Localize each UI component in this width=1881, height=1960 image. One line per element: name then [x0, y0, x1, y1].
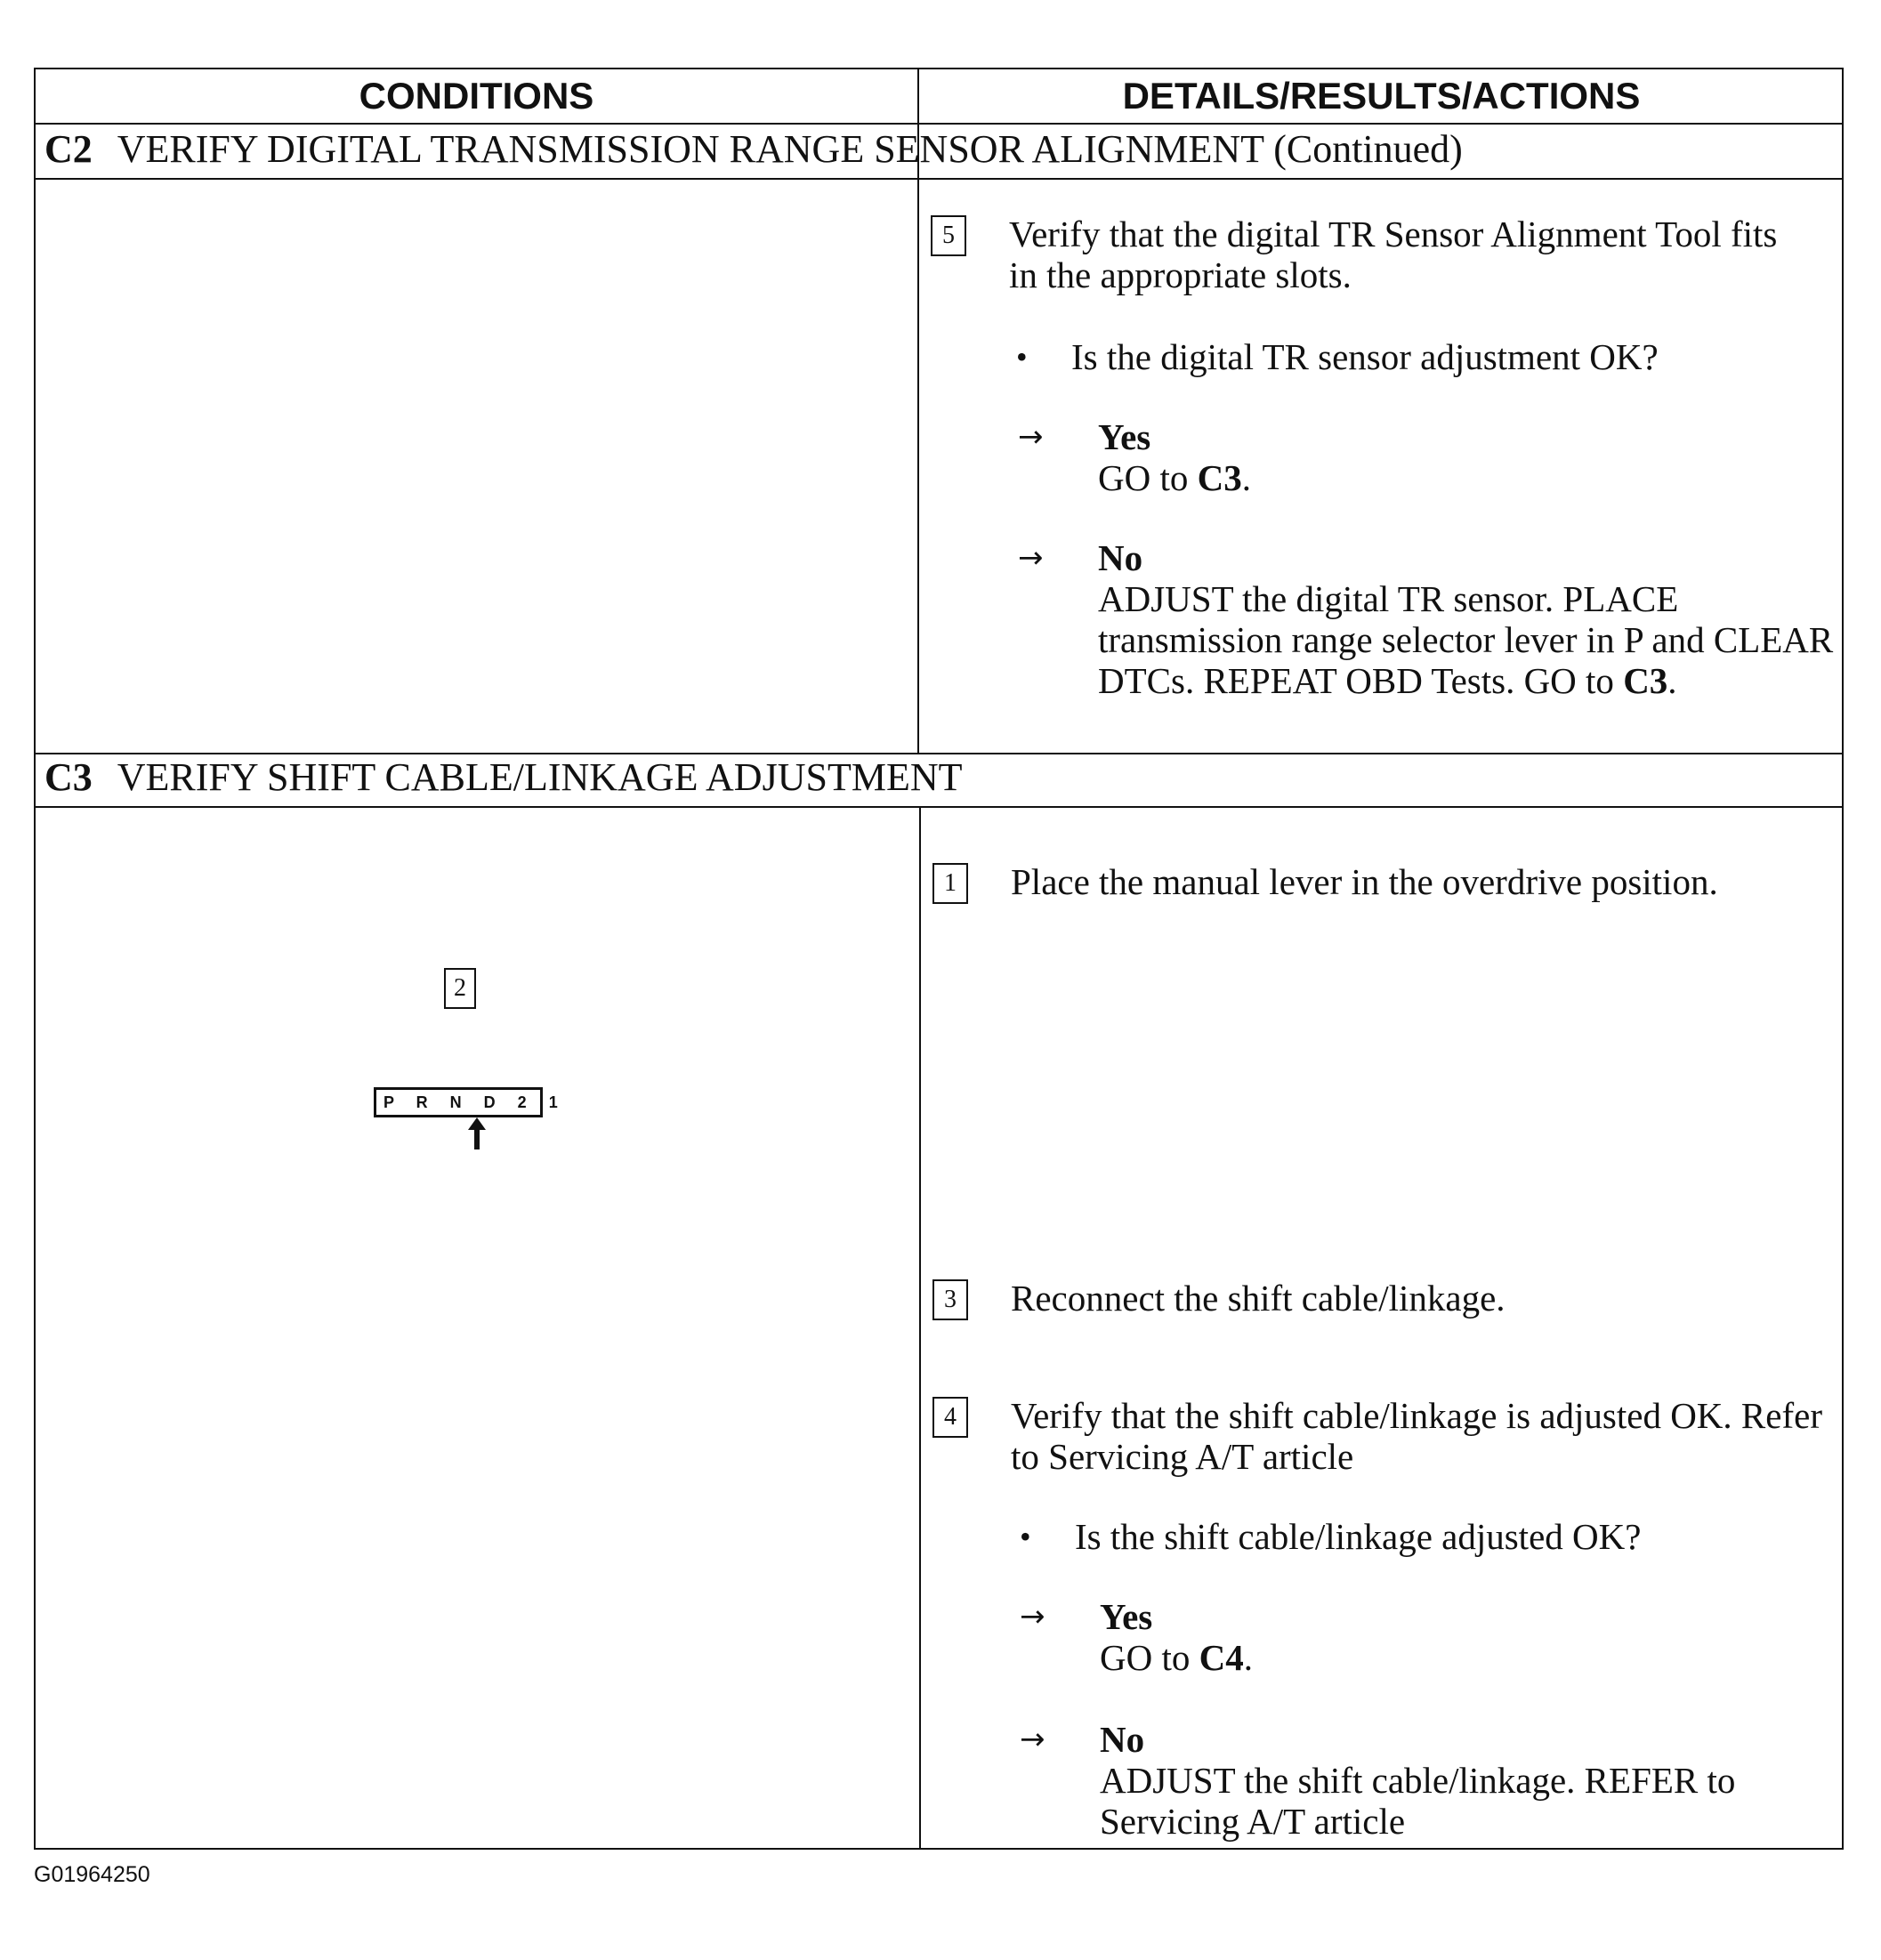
step-text: Verify that the digital TR Sensor Alignment Tool fits in the appropriate slots.	[1009, 214, 1778, 295]
bullet-icon: •	[1020, 1519, 1031, 1554]
c3-code: C3	[44, 755, 93, 799]
column-divider	[917, 69, 919, 178]
question-text: Is the shift cable/linkage adjusted OK?	[1075, 1516, 1642, 1557]
step-text: Place the manual lever in the overdrive position.	[1011, 861, 1718, 902]
divider	[36, 806, 1842, 808]
yes-action: GO to C3.	[1098, 457, 1251, 498]
c2-title: VERIFY DIGITAL TRANSMISSION RANGE SENSOR ALIGNMENT (Continued)	[117, 127, 1463, 171]
arrow-right-icon: →	[1020, 1722, 1045, 1757]
step-text: Reconnect the shift cable/linkage.	[1011, 1278, 1506, 1319]
divider	[36, 178, 1842, 180]
yes-answer: Yes	[1098, 416, 1151, 457]
goto-target: C3	[1197, 457, 1242, 498]
bullet-icon: •	[1016, 339, 1028, 375]
c2-section-title	[44, 126, 1463, 172]
figure-id: G01964250	[34, 1862, 150, 1887]
goto-target: C3	[1623, 660, 1668, 701]
step-number-box: 5	[931, 215, 966, 256]
question-text: Is the digital TR sensor adjustment OK?	[1071, 336, 1659, 377]
no-answer: No	[1100, 1719, 1145, 1760]
divider	[36, 123, 1842, 125]
arrow-right-icon: →	[1020, 1599, 1045, 1634]
arrow-right-icon: →	[1018, 540, 1044, 576]
step-number-box: 3	[932, 1279, 968, 1320]
goto-target: C4	[1199, 1637, 1244, 1678]
details-header: DETAILS/RESULTS/ACTIONS	[1122, 75, 1641, 117]
arrow-up-icon	[466, 1117, 488, 1149]
c3-section-title	[44, 754, 962, 800]
step-number-box: 4	[932, 1397, 968, 1438]
no-action: ADJUST the digital TR sensor. PLACE transmission range selector lever in P and CLEAR DTCs. REPEAT OBD Tests. GO to C3.	[1098, 578, 1834, 701]
column-divider	[919, 806, 921, 1848]
step-text: Verify that the shift cable/linkage is adjusted OK. Refer to Servicing A/T article	[1011, 1395, 1822, 1477]
no-answer: No	[1098, 537, 1143, 578]
yes-answer: Yes	[1100, 1596, 1153, 1637]
arrow-right-icon: →	[1018, 419, 1044, 455]
conditions-header: CONDITIONS	[359, 75, 594, 117]
step-number-box: 1	[932, 863, 968, 904]
c3-title: VERIFY SHIFT CABLE/LINKAGE ADJUSTMENT	[117, 755, 963, 799]
diagnostic-table	[34, 68, 1844, 1850]
no-action: ADJUST the shift cable/linkage. REFER to Servicing A/T article	[1100, 1760, 1736, 1842]
column-divider	[917, 178, 919, 753]
c2-code: C2	[44, 127, 93, 171]
prnd-selector-indicator: P R N D 2 1	[374, 1087, 543, 1117]
yes-action: GO to C4.	[1100, 1637, 1253, 1678]
figure-label: 2	[444, 968, 476, 1009]
